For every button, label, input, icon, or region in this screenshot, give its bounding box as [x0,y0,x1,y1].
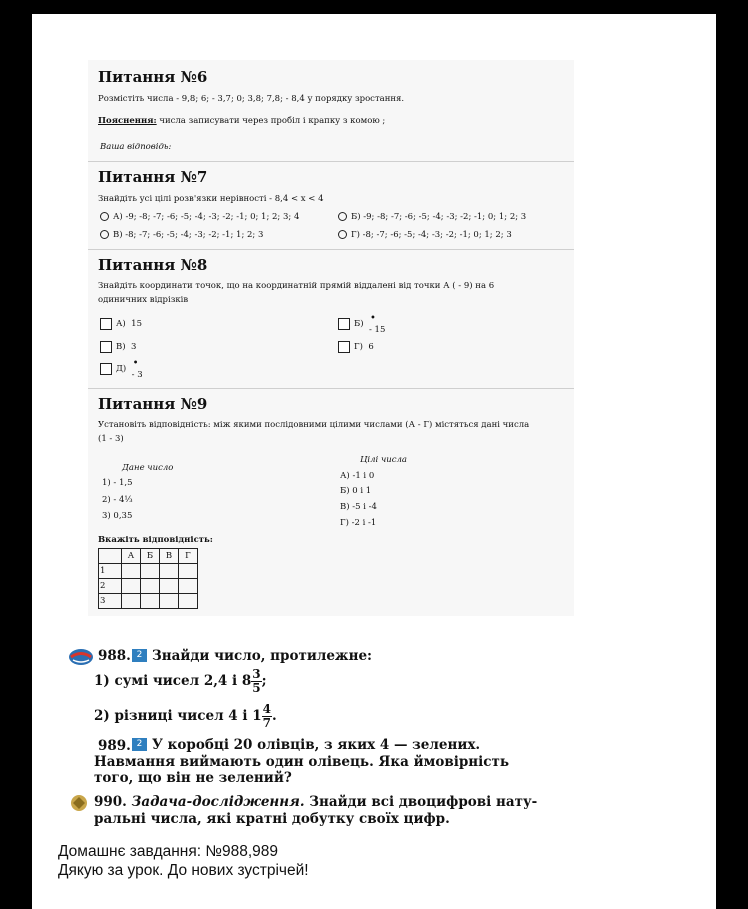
q9-task-line2: (1 - 3) [98,434,124,444]
grid-cell[interactable] [179,564,198,579]
problem-990-line1: Знайди всі двоцифрові нату- [304,794,538,810]
checkbox-c[interactable] [100,341,112,353]
q6-note-label: Пояснення: [98,116,157,126]
problem-989-line3: того, що він не зелений? [94,770,292,786]
q9-right-item: В) -5 і -4 [340,502,377,512]
checkbox-b[interactable] [338,318,350,330]
q7-option-c[interactable] [100,230,263,240]
problem-988-part2: 2) різниці чисел 4 і 1 $\frac{4}{7}$ . [94,702,277,730]
grid-cell[interactable] [179,594,198,609]
level-badge-icon: 2 [132,649,147,662]
q8-option-a: А) 15 [116,319,142,329]
problem-988-text: Знайди число, протилежне: [152,648,373,664]
q7-title: Питання №7 [98,168,208,186]
q9-right-item: Г) -2 і -1 [340,518,377,528]
q9-right-header: Цілі числа [360,455,407,465]
grid-cell[interactable] [122,564,141,579]
grid-cell[interactable] [141,594,160,609]
problem-988-number: 988. [98,648,131,664]
q8-option-b: Б) • - 15 [354,313,386,335]
grid-col-header: А [122,549,141,564]
grid-cell[interactable] [160,579,179,594]
grid-col-header: В [160,549,179,564]
q8-task-line1: Знайдіть координати точок, що на координатній прямій віддалені від точки А ( - 9) на 6 [98,281,495,291]
q7-option-b-label: Б) -9; -8; -7; -6; -5; -4; -3; -2; -1; 0; 1; 2; 3 [351,212,527,222]
problem-989-line1: У коробці 20 олівців, з яких 4 — зелених. [152,737,481,753]
grid-row-header: 3 [99,594,122,609]
q9-answer-grid [98,548,198,609]
q9-left-header: Дане число [122,463,174,473]
q7-task: Знайдіть усі цілі розв'язки нерівності - 8,4 < x < 4 [98,194,324,204]
level-badge-icon: 2 [132,738,147,751]
research-icon [68,794,90,812]
q9-left-item: 1) - 1,5 [102,478,133,488]
q7-option-a[interactable] [100,212,299,222]
grid-cell[interactable] [141,564,160,579]
q9-left-item: 3) 0,35 [102,511,133,521]
thanks-text: Дякую за урок. До нових зустрічей! [58,862,309,879]
problem-988-part1: 1) сумі чисел 2,4 і 8 $\frac{3}{5}$ ; [94,667,267,695]
q8-option-e: Д) • - 3 [116,358,143,380]
q9-task-line1: Установіть відповідність: між якими послідовними цілими числами (А - Г) містяться дані числа [98,420,530,430]
q9-grid-label: Вкажіть відповідність: [98,535,213,545]
q9-left-item: 2) - 4⅓ [102,495,133,505]
radio-icon[interactable] [100,230,109,239]
grid-row-header: 2 [99,579,122,594]
divider [88,249,574,250]
divider [88,161,574,162]
problem-990-number: 990. [94,794,127,810]
grid-cell[interactable] [122,579,141,594]
q7-option-d-label: Г) -8; -7; -6; -5; -4; -3; -2; -1; 0; 1; 2; 3 [351,230,512,240]
grid-cell[interactable] [160,564,179,579]
grid-row-header: 1 [99,564,122,579]
quiz-panel [88,60,574,616]
q9-right-item: А) -1 і 0 [340,471,375,481]
radio-icon[interactable] [338,230,347,239]
problem-990-line2: ральні числа, які кратні добутку своїх цифр. [94,811,450,827]
grid-cell[interactable] [141,579,160,594]
homework-text: Домашнє завдання: №988,989 [58,843,279,860]
q6-answer-input[interactable]: Ваша відповідь: [100,142,172,152]
radio-icon[interactable] [338,212,347,221]
q8-task-line2: одиничних відрізків [98,295,189,305]
grid-col-header: Г [179,549,198,564]
checkbox-e[interactable] [100,363,112,375]
q8-option-d: Г) 6 [354,342,374,352]
checkbox-a[interactable] [100,318,112,330]
q8-title: Питання №8 [98,256,208,274]
grid-col-header: Б [141,549,160,564]
problem-990-title: Задача-дослідження. [131,794,305,810]
q9-title: Питання №9 [98,395,208,413]
q6-task: Розмістіть числа - 9,8; 6; - 3,7; 0; 3,8; 7,8; - 8,4 у порядку зростання. [98,94,405,104]
checkbox-d[interactable] [338,341,350,353]
q7-option-c-label: В) -8; -7; -6; -5; -4; -3; -2; -1; 1; 2; 3 [113,230,264,240]
q6-title: Питання №6 [98,68,208,86]
q6-note [98,116,385,126]
q6-note-text: числа записувати через пробіл і крапку з комою ; [156,116,386,126]
divider [88,388,574,389]
problem-989-line2: Навмання виймають один олівець. Яка ймовірність [94,754,510,770]
q7-option-d[interactable] [338,230,512,240]
grid-cell[interactable] [122,594,141,609]
worksheet-page [32,14,716,909]
grid-cell[interactable] [160,594,179,609]
grid-cell[interactable] [179,579,198,594]
problem-989-number: 989. [98,738,131,754]
q8-option-c: В) 3 [116,342,137,352]
problem-990 [94,794,537,810]
radio-icon[interactable] [100,212,109,221]
globe-icon [68,648,94,666]
q7-option-a-label: А) -9; -8; -7; -6; -5; -4; -3; -2; -1; 0; 1; 2; 3; 4 [113,212,300,222]
q9-right-item: Б) 0 і 1 [340,486,372,496]
q7-option-b[interactable] [338,212,526,222]
